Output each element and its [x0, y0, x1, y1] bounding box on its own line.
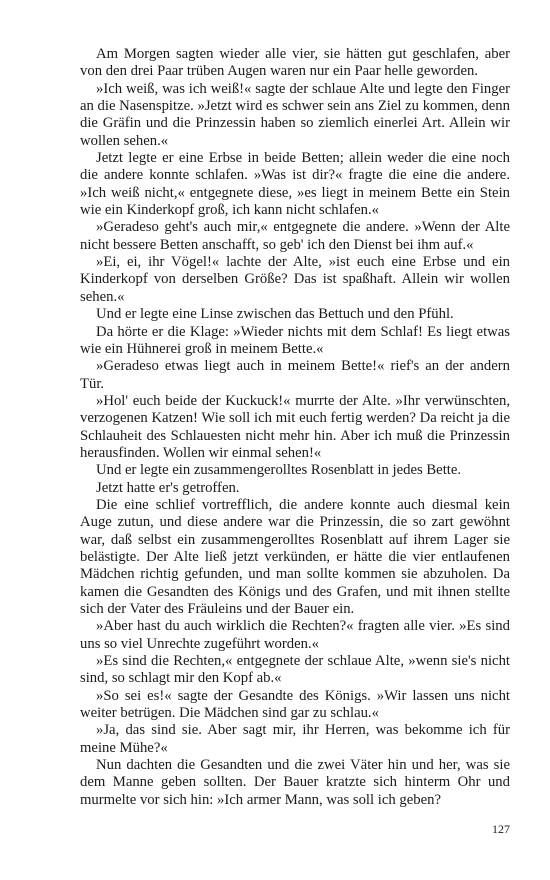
paragraph-17: Nun dachten die Gesandten und die zwei Väter hin und her, was sie dem Manne geben sollten. Der Bauer kratzte sich hinterm Ohr und murmelte vor sich hin: »Ich armer Mann, was soll ich geben?	[80, 757, 510, 808]
paragraph-9: »Hol' euch beide der Kuckuck!« murrte der Alte. »Ihr verwünschten, verzogenen Katzen! Wie soll ich mit euch fertig werden? Da reicht ja die Schlauheit des Schlauesten nicht mehr hin. Aber ich muß die Prinzessin herausfinden. Wollen wir einmal sehen!«	[80, 392, 510, 461]
paragraph-16: »Ja, das sind sie. Aber sagt mir, ihr Herren, was bekomme ich für meine Mühe?«	[80, 722, 510, 756]
paragraph-1: Am Morgen sagten wieder alle vier, sie hätten gut geschlafen, aber von den drei Paar trüben Augen waren nur ein Paar helle geworden.	[80, 46, 510, 80]
paragraph-12: Die eine schlief vortrefflich, die andere konnte auch diesmal kein Auge zutun, und diese andere war die Prinzessin, die so zart gewöhnt war, daß selbst ein zusammengerolltes Rosenblatt auf ihrem Lager sie belästigte. Der Alte ließ jetzt verkünden, er hätte die vier entlaufenen Mädchen richtig gefunden, und man sollte kommen sie abzuholen. Da kamen die Gesandten des Königs und des Grafen, und mit ihnen stellte sich der Vater des Fräuleins und der Bauer ein.	[80, 496, 510, 617]
paragraph-6: Und er legte eine Linse zwischen das Bettuch und den Pfühl.	[96, 306, 454, 323]
paragraph-11: Jetzt hatte er's getroffen.	[96, 479, 240, 496]
paragraph-13: »Aber hast du auch wirklich die Rechten?« fragten alle vier. »Es sind uns so viel Unrechte zugeführt worden.«	[80, 618, 510, 652]
paragraph-5: »Ei, ei, ihr Vögel!« lachte der Alte, »ist euch eine Erbse und ein Kinderkopf von derselben Größe? Das ist spaßhaft. Allein wir wollen sehen.«	[80, 254, 510, 305]
page-number: 127	[492, 822, 510, 836]
paragraph-8: »Geradeso etwas liegt auch in meinem Bette!« rief's an der andern Tür.	[80, 358, 510, 392]
paragraph-10: Und er legte ein zusammengerolltes Rosenblatt in jedes Bette.	[96, 462, 462, 479]
paragraph-14: »Es sind die Rechten,« entgegnete der schlaue Alte, »wenn sie's nicht sind, so schlagt mir den Kopf ab.«	[80, 653, 510, 687]
paragraph-3: Jetzt legte er eine Erbse in beide Betten; allein weder die eine noch die andere konnte schlafen. »Was ist dir?« fragte die eine die andere. »Ich weiß nicht,« entgegnete diese, »es liegt in meinem Bette ein Stein wie ein Kinderkopf groß, ich kann nicht schlafen.«	[80, 150, 510, 219]
paragraph-7: Da hörte er die Klage: »Wieder nichts mit dem Schlaf! Es liegt etwas wie ein Hühnerei groß in meinem Bette.«	[80, 323, 510, 357]
text-body	[80, 46, 510, 809]
paragraph-4: »Geradeso geht's auch mir,« entgegnete die andere. »Wenn der Alte nicht bessere Betten anschafft, so geb' ich den Dienst bei ihm auf.«	[80, 219, 510, 253]
paragraph-2: »Ich weiß, was ich weiß!« sagte der schlaue Alte und legte den Finger an die Nasenspitze. »Jetzt wird es schwer sein ans Ziel zu kommen, denn die Gräfin und die Prinzessin haben so ziemlich einerlei Art. Allein wir wollen sehen.«	[80, 80, 510, 149]
paragraph-15: »So sei es!« sagte der Gesandte des Königs. »Wir lassen uns nicht weiter betrügen. Die Mädchen sind gar zu schlau.«	[80, 687, 510, 722]
